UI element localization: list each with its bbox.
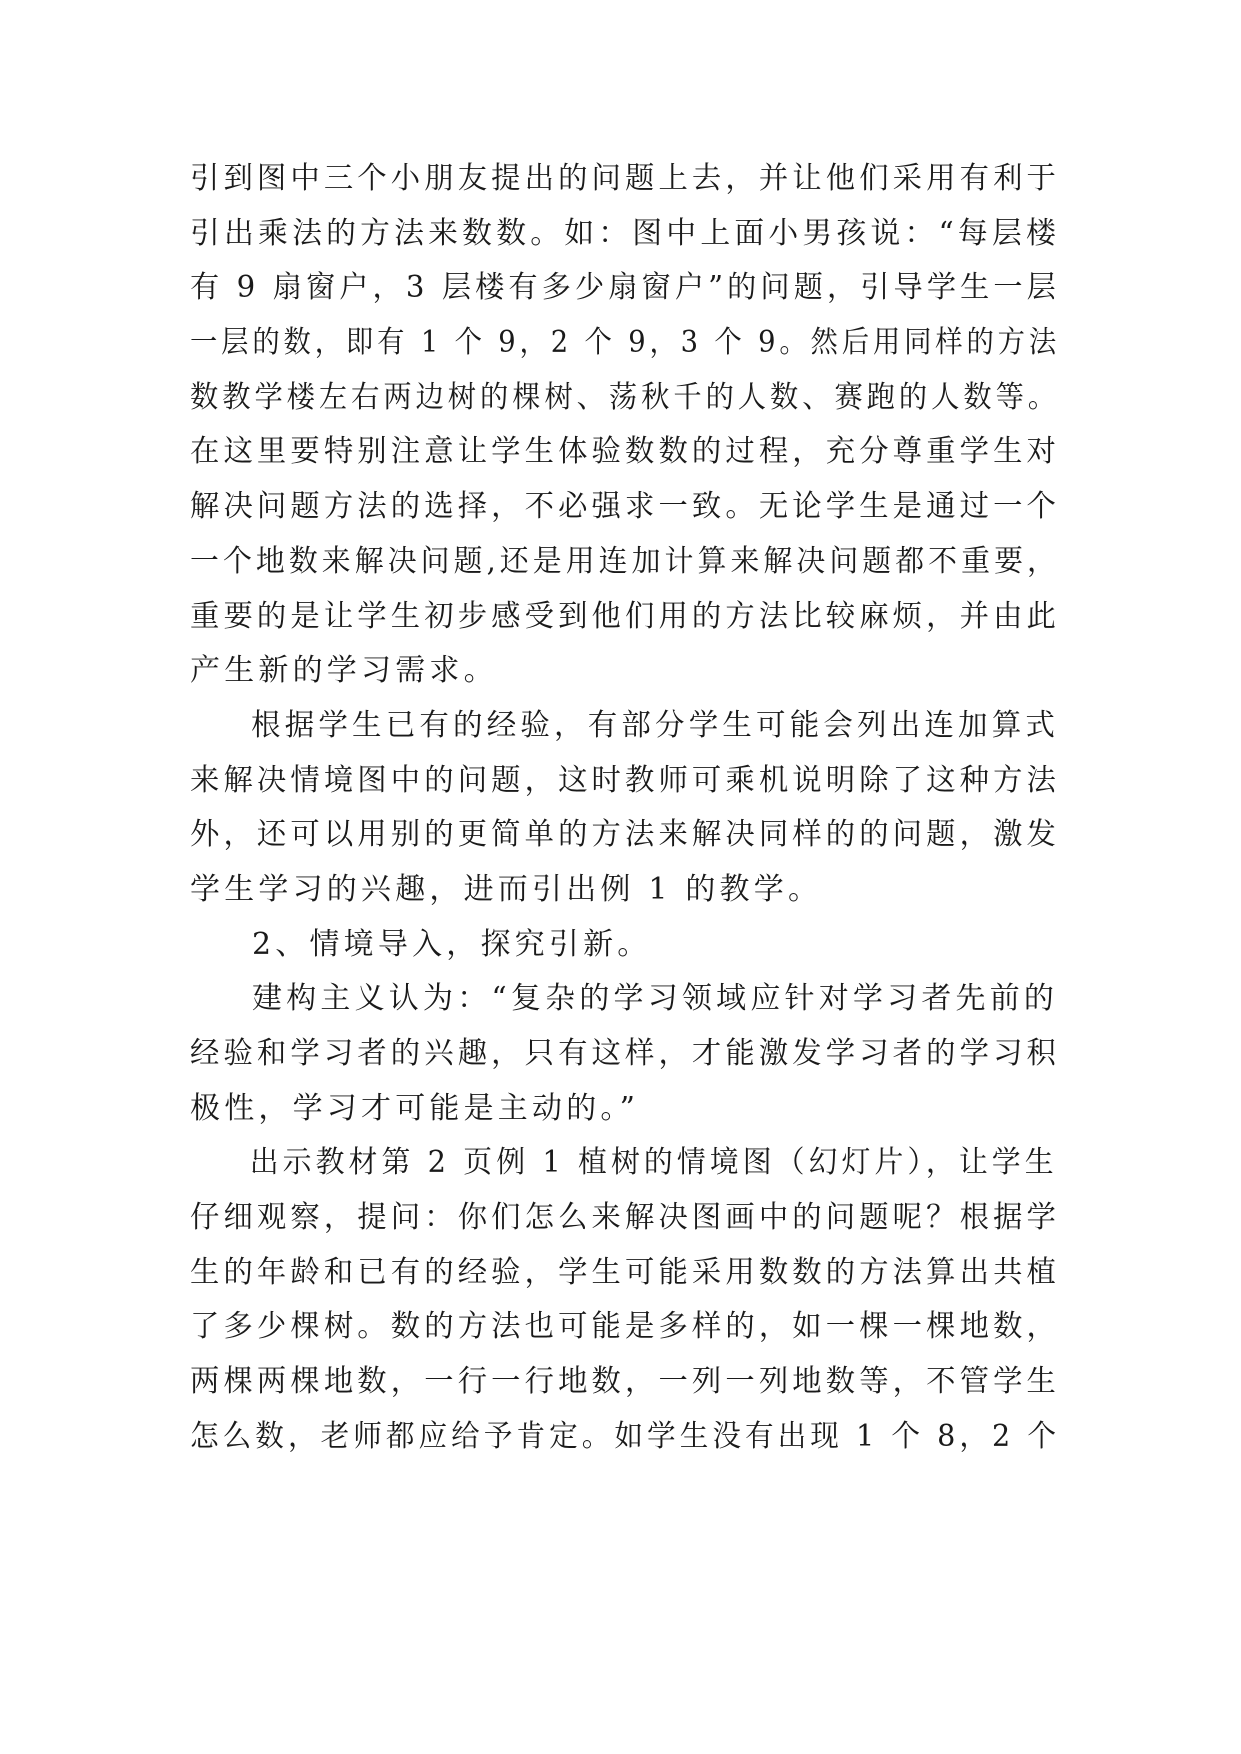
paragraph-first-line: 出示教材第 2 页例 1 植树的情境图（幻灯片），让学生 xyxy=(249,1145,1058,1181)
text-line: 引到图中三个小朋友提出的问题上去，并让他们采用有利于 xyxy=(190,161,1060,196)
section-heading: 2、情境导入，探究引新。 xyxy=(252,926,652,962)
text-line: 外，还可以用别的更简单的方法来解决同样的的问题，激发 xyxy=(190,817,1060,853)
text-line: 了多少棵树。数的方法也可能是多样的，如一棵一棵地数， xyxy=(190,1309,1060,1345)
text-line: 解决问题方法的选择，不必强求一致。无论学生是通过一个 xyxy=(190,489,1060,525)
text-line: 生的年龄和已有的经验，学生可能采用数数的方法算出共植 xyxy=(190,1254,1060,1290)
text-line: 经验和学习者的兴趣，只有这样，才能激发学习者的学习积 xyxy=(190,1036,1060,1071)
text-line: 来解决情境图中的问题，这时教师可乘机说明除了这种方法 xyxy=(190,762,1060,798)
text-line: 一层的数，即有 1 个 9，2 个 9，3 个 9。然后用同样的方法 xyxy=(190,325,1061,361)
text-line: 极性，学习才可能是主动的。” xyxy=(190,1090,640,1126)
text-line: 产生新的学习需求。 xyxy=(190,653,498,689)
body-text xyxy=(190,152,1060,1465)
paragraph-first-line: 根据学生已有的经验，有部分学生可能会列出连加算式 xyxy=(251,707,1060,743)
text-line: 数教学楼左右两边树的棵树、荡秋千的人数、赛跑的人数等。 xyxy=(190,379,1061,415)
text-line: 有 9 扇窗户，3 层楼有多少扇窗户”的问题，引导学生一层 xyxy=(190,270,1060,306)
text-line: 学生学习的兴趣，进而引出例 1 的教学。 xyxy=(190,871,823,907)
text-line: 在这里要特别注意让学生体验数数的过程，充分尊重学生对 xyxy=(190,434,1060,470)
text-line: 引出乘法的方法来数数。如：图中上面小男孩说：“每层楼 xyxy=(190,215,1060,251)
paragraph-first-line: 建构主义认为：“复杂的学习领域应针对学习者先前的 xyxy=(252,981,1059,1017)
text-line: 仔细观察，提问：你们怎么来解决图画中的问题呢？根据学 xyxy=(190,1200,1060,1236)
text-line: 重要的是让学生初步感受到他们用的方法比较麻烦，并由此 xyxy=(190,598,1060,634)
text-line: 两棵两棵地数，一行一行地数，一列一列地数等，不管学生 xyxy=(190,1364,1060,1400)
text-line: 一个地数来解决问题,还是用连加计算来解决问题都不重要， xyxy=(190,543,1060,579)
text-line: 怎么数，老师都应给予肯定。如学生没有出现 1 个 8，2 个 xyxy=(190,1418,1061,1454)
